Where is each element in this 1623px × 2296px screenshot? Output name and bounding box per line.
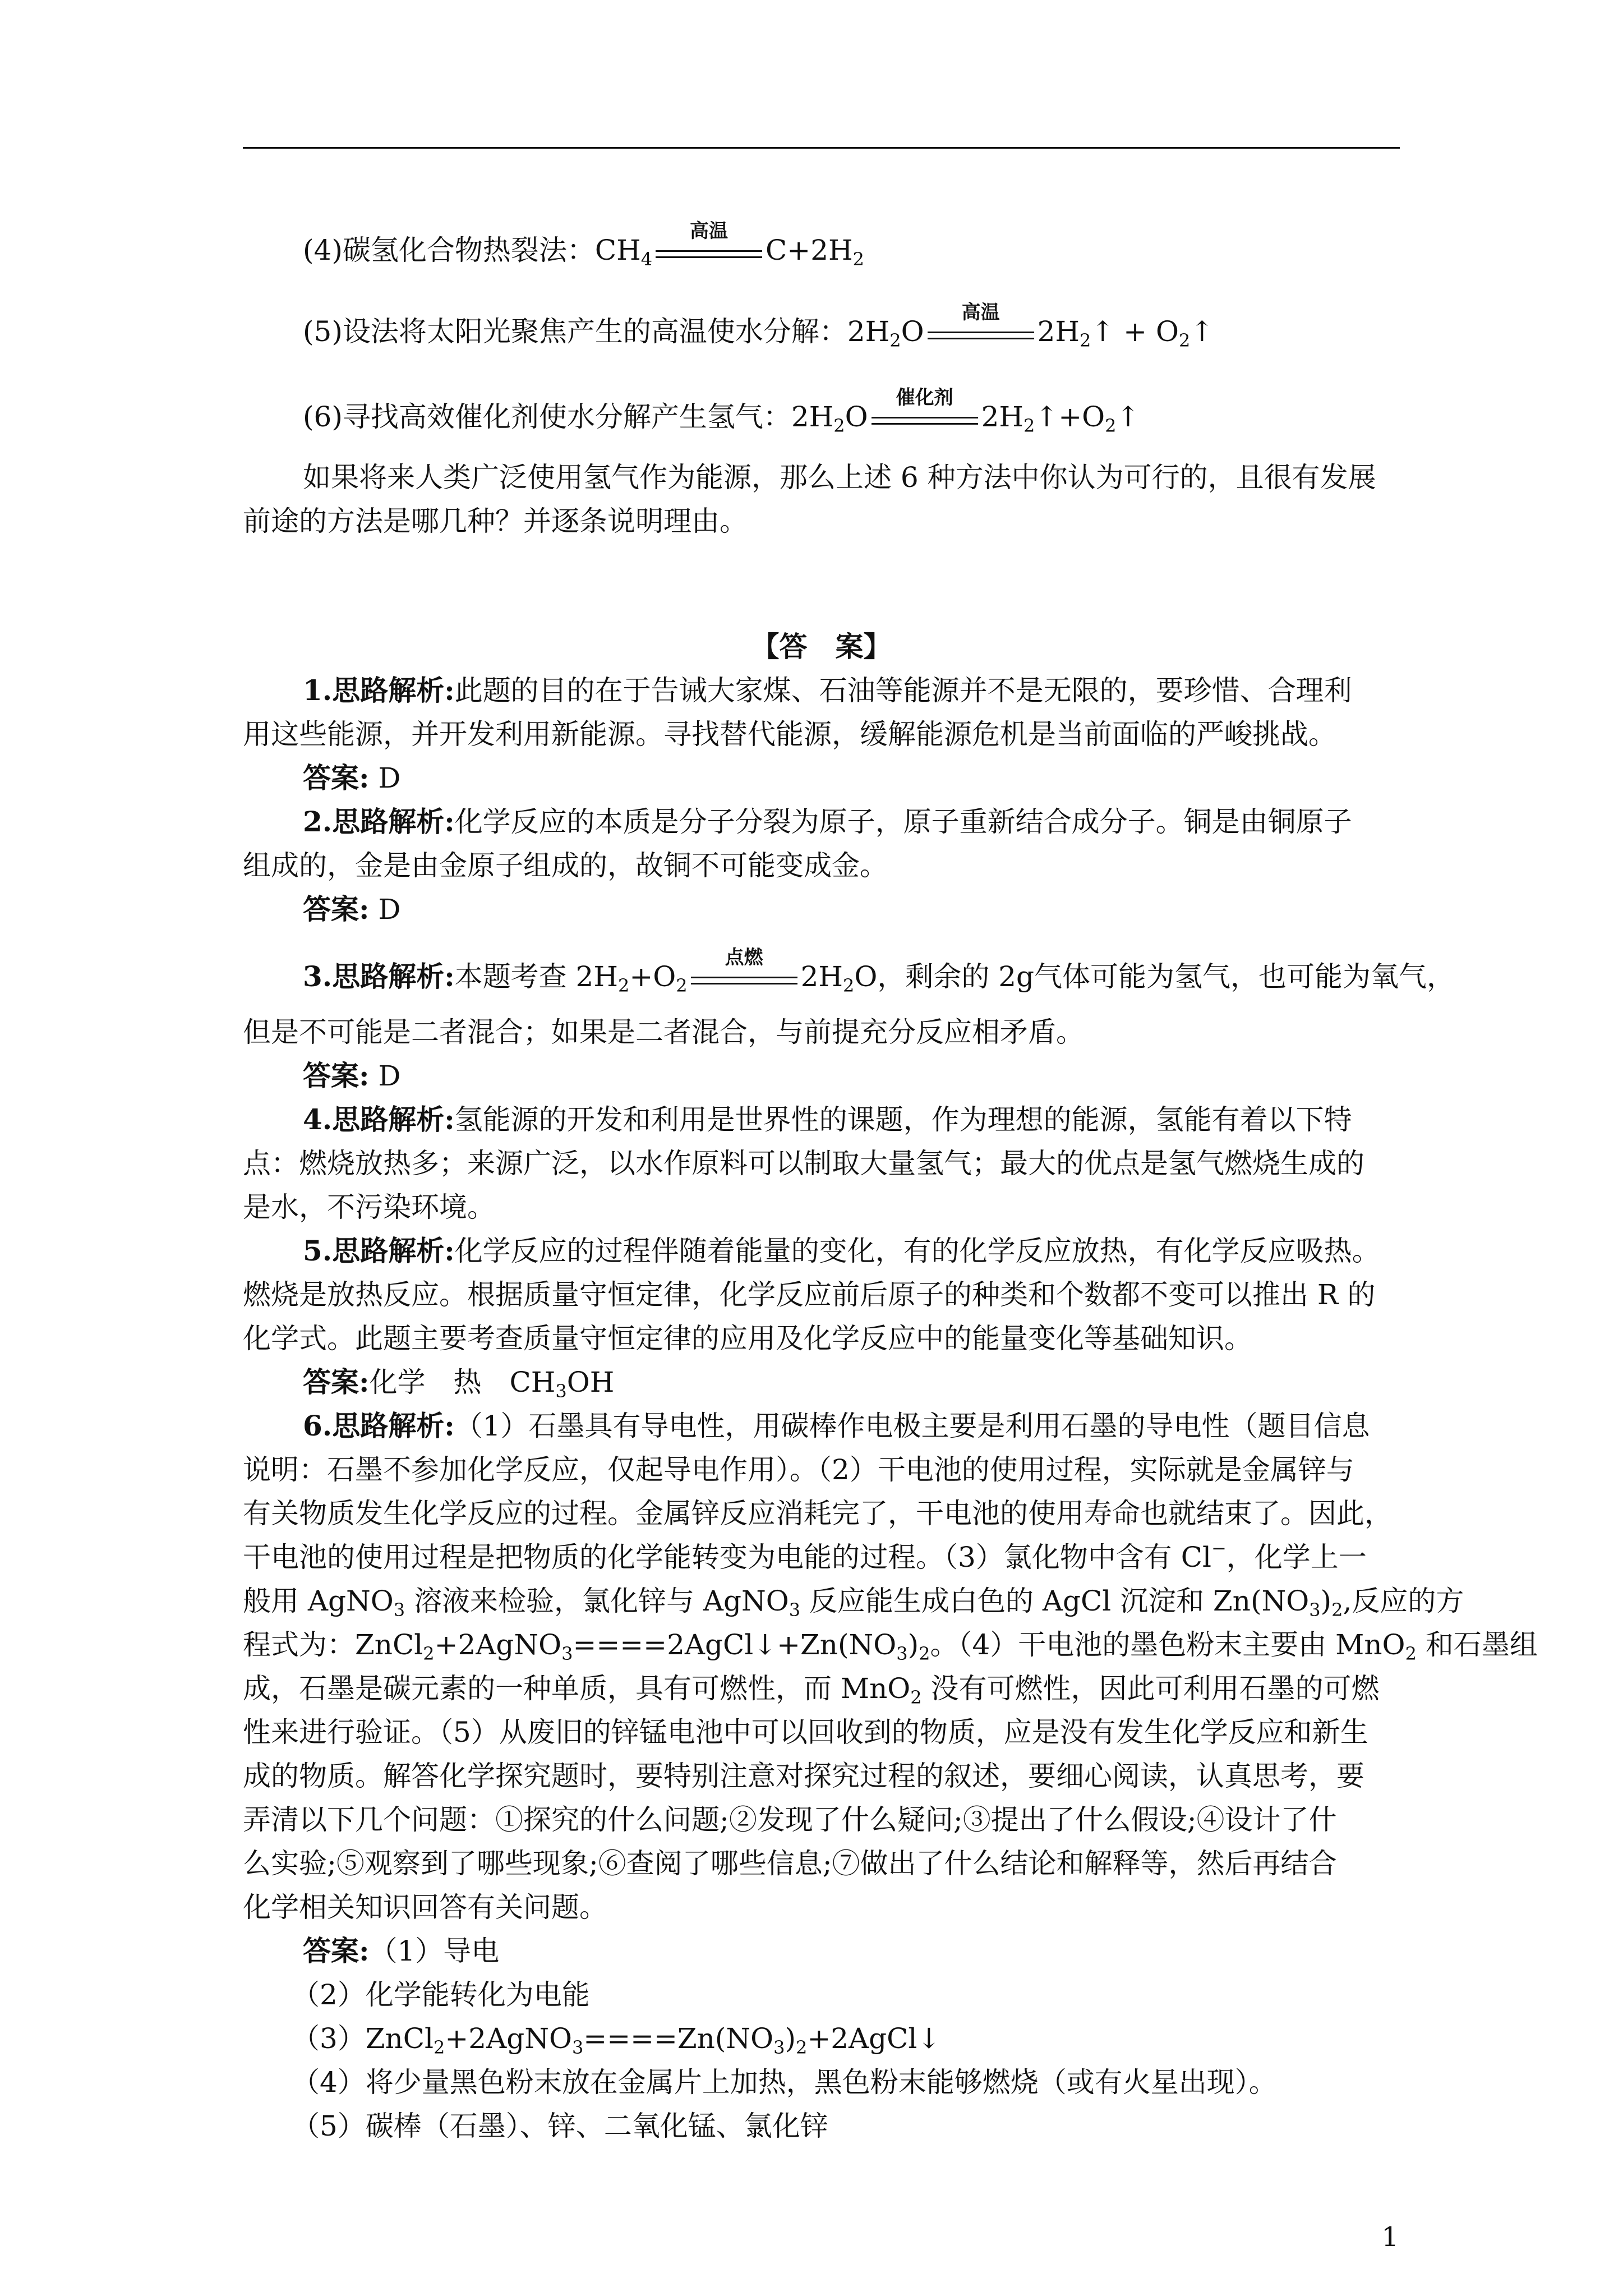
answer-6-result-3: $(3)ZnCl_2+2AgNO_3====Zn(NO_3)_2+2AgCl↓$ (292, 2022, 941, 2058)
answer-6-result-5: （5）碳棒（石墨）、锌、二氧化锰、氯化锌 (292, 2110, 828, 2142)
question-line-2: 前途的方法是哪几种？并逐条说明理由。 (243, 505, 748, 537)
answer-6-line-8: 性来进行验证。（5）从废旧的锌锰电池中可以回收到的物质，应是没有发生化学反应和新生 (243, 1716, 1368, 1749)
answer-5-line-2: 燃烧是放热反应。根据质量守恒定律，化学反应前后原子的种类和个数都不变可以推出 R 的 (243, 1278, 1376, 1311)
answer-6-line-2: 说明：石墨不参加化学反应，仅起导电作用）。（2）干电池的使用过程，实际就是金属锌与 (243, 1453, 1354, 1486)
header-rule (243, 147, 1400, 149)
answer-6-line-9: 成的物质。解答化学探究题时，要特别注意对探究过程的叙述，要细心阅读，认真思考，要 (243, 1760, 1364, 1792)
answer-title: 【答 案】 (751, 630, 892, 663)
answer-3-result: 答案: D (303, 1059, 401, 1092)
answer-6-line-4: 干电池的使用过程是把物质的化学能转变为电能的过程。（3）氯化物中含有 Cl−，化学上一 (243, 1538, 1367, 1573)
answer-2-line-1: 2.思路解析:化学反应的本质是分子分裂为原子，原子重新结合成分子。铜是由铜原子 (303, 805, 1352, 838)
answer-1-line-2: 用这些能源，并开发利用新能源。寻找替代能源，缓解能源危机是当前面临的严峻挑战。 (243, 718, 1336, 751)
method-6: (6)寻找高效催化剂使水分解产生氢气：$2H_2O$ 催化剂 $2H_2↑+O_2↑$ (303, 386, 1140, 436)
answer-4-line-1: 4.思路解析:氢能源的开发和利用是世界性的课题，作为理想的能源，氢能有着以下特 (303, 1103, 1352, 1136)
answer-2-line-2: 组成的，金是由金原子组成的，故铜不可能变成金。 (243, 849, 888, 882)
reaction-condition: 催化剂 (872, 408, 978, 430)
answer-5-line-1: 5.思路解析:化学反应的过程伴随着能量的变化，有的化学反应放热，有化学反应吸热。 (303, 1234, 1380, 1267)
answer-5-line-3: 化学式。此题主要考查质量守恒定律的应用及化学反应中的能量变化等基础知识。 (243, 1322, 1252, 1355)
method-5: (5)设法将太阳光聚焦产生的高温使水分解：$2H_2O$ 高温 $2H_2↑$ + $O_2↑$ (303, 301, 1214, 351)
answer-6-line-3: 有关物质发生化学反应的过程。金属锌反应消耗完了，干电池的使用寿命也就结束了。因此， (243, 1497, 1393, 1530)
answer-6-line-7: 成，石墨是碳元素的一种单质，具有可燃性，而 MnO$_2$ 没有可燃性，因此可利用石墨的可燃 (243, 1672, 1380, 1708)
answer-6-result-2: （2）化学能转化为电能 (292, 1978, 590, 2011)
answer-1-result: 答案: D (303, 761, 401, 794)
answer-6-line-1: 6.思路解析:（1）石墨具有导电性，用碳棒作电极主要是利用石墨的导电性（题目信息 (303, 1409, 1370, 1442)
reaction-condition: 高温 (656, 241, 762, 264)
reaction-condition: 点燃 (691, 968, 797, 990)
page-number: 1 (1381, 2221, 1399, 2253)
answer-4-line-3: 是水，不污染环境。 (243, 1191, 495, 1223)
answer-6-line-5: 般用 AgNO$_3$ 溶液来检验，氯化锌与 AgNO$_3$ 反应能生成白色的 AgCl 沉淀和 $Zn(NO_3)_2$,反应的方 (243, 1585, 1464, 1621)
answer-3-line-2: 但是不可能是二者混合；如果是二者混合，与前提充分反应相矛盾。 (243, 1016, 1084, 1048)
method-4: (4)碳氢化合物热裂法：$CH_4$ 高温 $C+2H_2$ (303, 220, 864, 270)
answer-4-line-2: 点：燃烧放热多；来源广泛，以水作原料可以制取大量氢气；最大的优点是氢气燃烧生成的 (243, 1147, 1364, 1180)
answer-6-line-12: 化学相关知识回答有关问题。 (243, 1891, 607, 1924)
answer-6-result-4: （4）将少量黑色粉末放在金属片上加热，黑色粉末能够燃烧（或有火星出现）。 (292, 2066, 1277, 2099)
question-line-1: 如果将来人类广泛使用氢气作为能源，那么上述 6 种方法中你认为可行的，且很有发展 (303, 461, 1376, 494)
answer-1-line-1: 1.思路解析:此题的目的在于告诫大家煤、石油等能源并不是无限的，要珍惜、合理利 (303, 674, 1352, 707)
answer-2-result: 答案: D (303, 892, 401, 926)
answer-6-line-10: 弄清以下几个问题：①探究的什么问题;②发现了什么疑问;③提出了什么假设;④设计了什 (243, 1803, 1337, 1836)
answer-3-line-1: 3.思路解析:本题考查 $2H_2+O_2$ 点燃 $2H_2O$，剩余的 2g气体可能为氢气，也可能为氧气， (303, 946, 1455, 996)
answer-6-result-1: 答案:（1）导电 (303, 1934, 500, 1967)
answer-6-line-6: 程式为：$ZnCl_2+2AgNO_3====2AgCl↓+Zn(NO_3)_2$。（4）干电池的墨色粉末主要由 MnO$_2$ 和石墨组 (243, 1628, 1538, 1664)
answer-5-result: 答案:化学 热 $CH_3OH$ (303, 1365, 615, 1402)
reaction-condition: 高温 (928, 323, 1034, 345)
answer-6-line-11: 么实验;⑤观察到了哪些现象;⑥查阅了哪些信息;⑦做出了什么结论和解释等，然后再结合 (243, 1847, 1337, 1880)
